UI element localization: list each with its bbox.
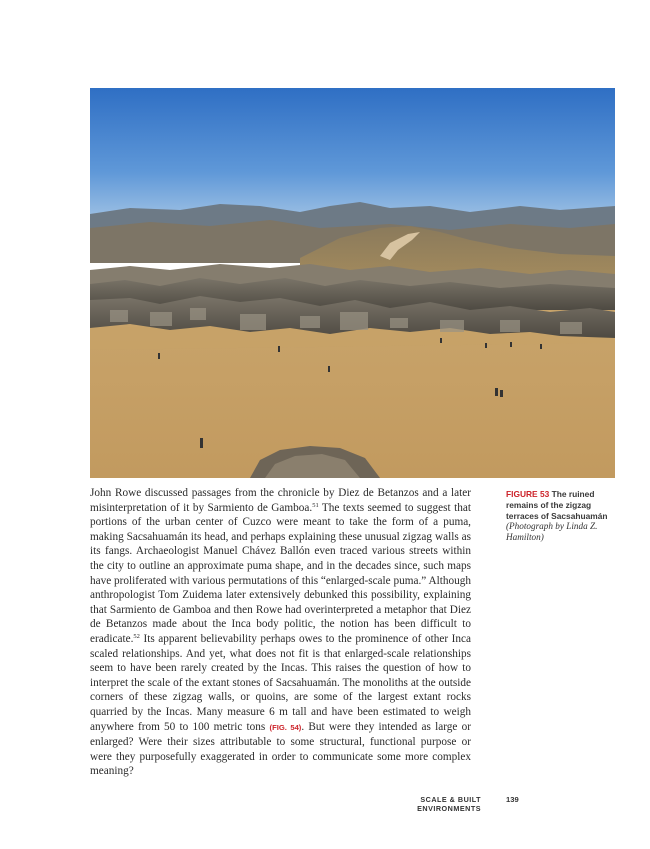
footnote-ref-52: 52 [133, 632, 140, 640]
body-text-4: . But were they intended as large or enlarged? Were their sizes attributable to some structural, functional purpose or were they purposefully exaggerated in order to communicate some more complex meaning? [90, 720, 471, 778]
figure-reference-link[interactable]: (FIG. 54) [269, 722, 302, 732]
figure-title: The ruined remains of the zigzag terraces of Sacsahuamán [506, 489, 608, 521]
figure-photo-sacsahuaman [90, 88, 615, 478]
body-text-2: The texts seemed to suggest that portions of the urban center of Cuzco were meant to take the form of a puma, making Sacsahuamán its head, and perhaps explaining these unusual zigzag walls as its fangs. Archaeologist Manuel Chávez Ballón even traced various streets within the city to outline an approximate puma shape, and in the decades since, such maps have proliferated with various permutations of this “enlarged-scale puma.” Although anthropologist Tom Zuidema later extensively debunked this possibility, explaining that Sarmiento de Gamboa and then Rowe had overinterpreted a metaphor that Diez de Betanzos made about the Inca body politic, the notion has been difficult to eradicate. [90, 501, 471, 645]
figure-caption [506, 489, 618, 543]
footnote-ref-51: 51 [312, 501, 319, 509]
figure-credit: (Photograph by Linda Z. Hamilton) [506, 521, 598, 543]
photo-illustration [90, 88, 615, 478]
figure-label: FIGURE 53 [506, 489, 550, 499]
running-footer-section: SCALE & BUILT ENVIRONMENTS [417, 795, 481, 813]
body-text-3: Its apparent believability perhaps owes to the prominence of other Inca scaled relationships. And yet, what does not fit is that enlarged-scale relationships seem to have been rarely created by the Incas. This raises the question of how to interpret the scale of the extant stones of Sacsahuamán. The monoliths at the outside corners of these zigzag walls, or quoins, are some of the largest extant rocks quarried by the Incas. Many measure 6 m tall and have been estimated to weigh anywhere from 50 to 100 metric tons [90, 632, 471, 733]
body-paragraph [90, 486, 471, 779]
page-number: 139 [506, 795, 519, 804]
body-text-1: John Rowe discussed passages from the chronicle by Diez de Betanzos and a later misinterpretation of it by Sarmiento de Gamboa. [90, 487, 471, 514]
